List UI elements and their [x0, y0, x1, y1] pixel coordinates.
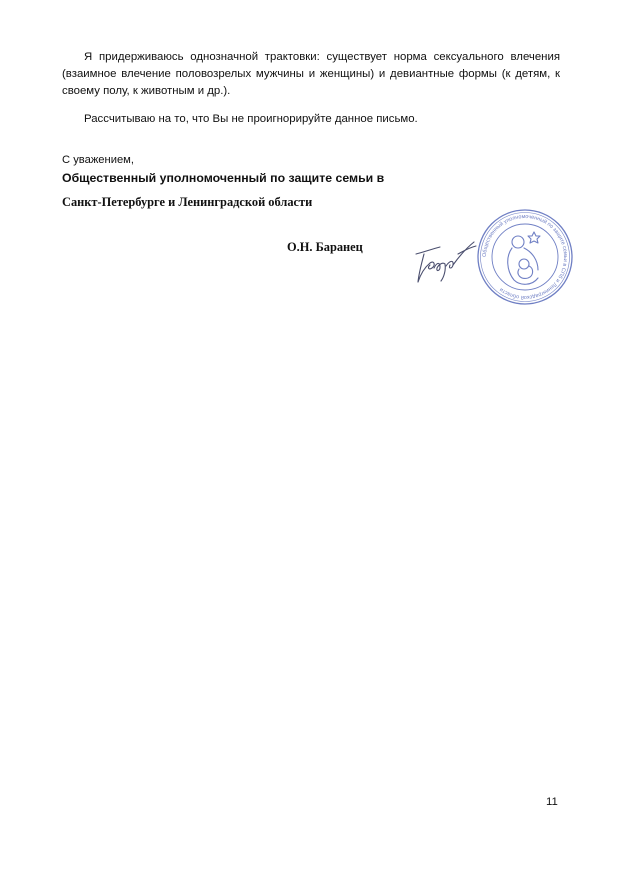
page-number: 11 [546, 796, 558, 808]
body-paragraph: Рассчитываю на то, что Вы не проигнорируйте данное письмо. [84, 113, 418, 125]
organization-title-line-1: Общественный уполномоченный по защите семьи в [62, 171, 385, 185]
organization-title-line-2: Санкт-Петербурге и Ленинградской области [62, 195, 313, 209]
organization-seal [476, 208, 574, 306]
seal-ring-text: Общественный уполномоченный по защите семьи в СПб и Ленинградской области [481, 213, 569, 301]
handwritten-signature [410, 232, 480, 288]
closing-phrase: С уважением, [62, 154, 134, 166]
signer-name: О.Н. Баранец [287, 240, 363, 254]
body-paragraph: Я придерживаюсь однозначной трактовки: существует норма сексуального влечения (взаимное влечение половозрелых мужчины и женщины) и девиантные формы (к детям, к своему полу, к животным и др.). [62, 51, 560, 97]
mother-child-emblem [508, 232, 540, 284]
